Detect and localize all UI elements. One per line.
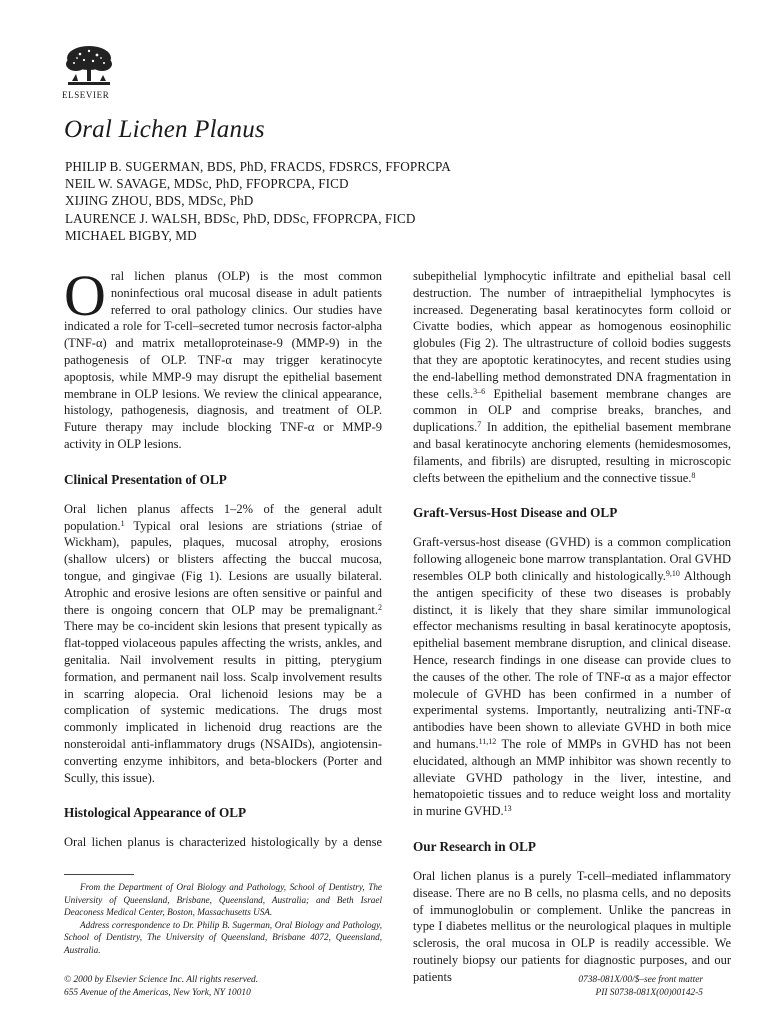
- copyright-block: [64, 974, 258, 1000]
- research-paragraph: [413, 868, 731, 986]
- abstract-paragraph: [64, 263, 382, 453]
- gvhd-paragraph: [413, 534, 731, 820]
- issn-line: 0738-081X/00/$–see front matter: [578, 975, 703, 985]
- text-run: Epithelial basement membrane changes are common in OLP and comprise breaks, branches, and duplications.: [413, 386, 732, 435]
- author-line: NEIL W. SAVAGE, MDSc, PhD, FFOPRCPA, FICD: [65, 176, 349, 192]
- text-run: Oral lichen planus is a purely T-cell–mediated inflammatory disease. There are no B cells, no plasma cells, and no deposits of immunoglobulin or complement. Unlike the pancreas in type I diabetes mellitus or the neurological plaques in multiple sclerosis, the oral mucosa in OLP is readily accessible. We routinely biopsy our patients for diagnostic purposes, and our patients: [413, 868, 731, 984]
- pii-line: PII S0738-081X(00)00142-5: [595, 988, 703, 998]
- author-line: XIJING ZHOU, BDS, MDSc, PhD: [65, 193, 254, 209]
- author-line: PHILIP B. SUGERMAN, BDS, PhD, FRACDS, FDSRCS, FFOPRCPA: [65, 159, 451, 174]
- footnote-rule: [64, 874, 134, 875]
- right-column: [413, 268, 731, 985]
- elsevier-tree-logo: [62, 44, 116, 88]
- reference-number: 1: [120, 518, 125, 528]
- section-heading-research: Our Research in OLP: [413, 838, 536, 854]
- abstract-text: ral lichen planus (OLP) is the most common noninfectious oral mucosal disease in adult patients referred to oral pathology clinics. Our studies have indicated a role for T-cell–secreted tumor necrosis factor-alpha (TNF-α) and matrix metalloproteinase-9 (MMP-9) in the pathogenesis of OLP. TNF-α may trigger keratinocyte apoptosis, while MMP-9 may disrupt the epithelial basement membrane in OLP lesions. We review the clinical appearance, histology, pathogenesis, diagnosis, and treatment of OLP. Future therapy may include blocking TNF-α or MMP-9 activity in OLP lesions.: [64, 269, 382, 451]
- reference-number: 9,10: [665, 568, 680, 578]
- section-heading-gvhd: Graft-Versus-Host Disease and OLP: [413, 505, 618, 521]
- text-run: The role of MMPs in GVHD has not been elucidated, although an MMP inhibitor was shown recently to alleviate GVHD pathology in the liver, intestine, and hematopoietic tissues and to reduce weight loss and mortality in murine GVHD.: [413, 736, 731, 819]
- left-column: [64, 263, 382, 851]
- author-line: MICHAEL BIGBY, MD: [65, 227, 197, 243]
- section-heading-histology: Histological Appearance of OLP: [64, 805, 247, 821]
- tree-emblem-icon: [62, 44, 116, 88]
- copyright-line: © 2000 by Elsevier Science Inc. All rights reserved.: [64, 975, 259, 985]
- text-run: subepithelial lymphocytic infiltrate and epithelial basal cell destruction. The number of intraepithelial lymphocytes is increased. Degenerating basal keratinocytes form colloid or Civatte bodies, which appear as homogenous eosinophilic globules (Fig 2). The ultrastructure of colloid bodies suggests that they are apoptotic keratinocytes, and recent studies using the end-labelling method demonstrated DNA fragmentation in these cells.: [413, 269, 731, 401]
- text-run: Oral lichen planus affects 1–2% of the general adult population.: [64, 501, 382, 533]
- author-list: [65, 158, 451, 244]
- reference-number: 3–6: [473, 386, 486, 396]
- footnotes: [64, 881, 382, 957]
- author-line: LAURENCE J. WALSH, BDSc, PhD, DDSc, FFOPRCPA, FICD: [65, 210, 416, 226]
- text-run: Although the antigen specificity of these two diseases is probably distinct, it is likely that they share similar immunological effector mechanisms resulting in basal keratinocyte apoptosis, epithelial basement membrane disruption, and clinical disease. Hence, research findings in one disease can provide clues to the causes of the other. The role of TNF-α as a major effector molecule of GVHD has been confirmed in a number of experimental systems. Importantly, neutralizing anti-TNF-α antibodies have been shown to alleviate GVHD in both mice and humans.: [413, 568, 731, 751]
- publisher-name: ELSEVIER: [62, 90, 110, 100]
- section-heading-clinical: Clinical Presentation of OLP: [64, 471, 227, 487]
- reference-number: 11,12: [478, 736, 497, 746]
- correspondence-footnote: Address correspondence to Dr. Philip B. Sugerman, Oral Biology and Pathology, School of Dentistry, The University of Queensland, Brisbane 4072, Queensland, Australia.: [64, 919, 382, 955]
- text-run: Graft-versus-host disease (GVHD) is a common complication following allogeneic bone marrow transplantation. Oral GVHD resembles OLP both clinically and histologically.: [413, 535, 731, 583]
- publisher-address: 655 Avenue of the Americas, New York, NY 10010: [64, 988, 251, 998]
- article-title: Oral Lichen Planus: [64, 116, 265, 143]
- drop-cap: O: [64, 263, 106, 328]
- reference-number: 13: [503, 804, 512, 814]
- reference-number: 8: [691, 470, 696, 480]
- affiliation-footnote: From the Department of Oral Biology and Pathology, School of Dentistry, The University of Queensland, Brisbane, Queensland, Australia; and Beth Israel Deaconess Medical Center, Boston, Massachusetts USA.: [64, 882, 382, 918]
- text-run: In addition, the epithelial basement membrane and basal keratinocyte anchoring elements (hemidesmosomes, filaments, and fibrils) are disrupted, resulting in microscopic clefts between the epithelium and the connective tissue.: [413, 420, 731, 485]
- reference-number: 2: [378, 602, 382, 612]
- histology-paragraph-start: [64, 834, 382, 851]
- text-run: Oral lichen planus is characterized histologically by a dense: [64, 835, 382, 850]
- histology-paragraph-continued: [413, 268, 731, 486]
- reference-number: 7: [477, 420, 482, 430]
- text-run: Typical oral lesions are striations (striae of Wickham), papules, plaques, mucosal atrophy, erosions (shallow ulcers) or blisters affecting the buccal mucosa, tongue, and gingivae (Fig 1). Lesions are usually bilateral. Atrophic and erosive lesions are often sensitive or painful and there is ongoing concern that OLP may be premalignant.: [64, 518, 382, 617]
- text-run: There may be co-incident skin lesions that present typically as flat-topped violaceous papules affecting the wrists, ankles, and genitalia. Nail involvement results in pitting, pterygium formation, and permanent nail loss. Scalp involvement results in scarring alopecia. Oral lichenoid lesions may be a complication of systemic medications. The drugs most commonly implicated in lichenoid drug reactions are the nonsteroidal anti-inflammatory drugs (NSAIDs), angiotensin-converting enzyme inhibitors, and beta-blockers (Porter and Scully, this issue).: [64, 619, 382, 785]
- clinical-paragraph: [64, 501, 382, 787]
